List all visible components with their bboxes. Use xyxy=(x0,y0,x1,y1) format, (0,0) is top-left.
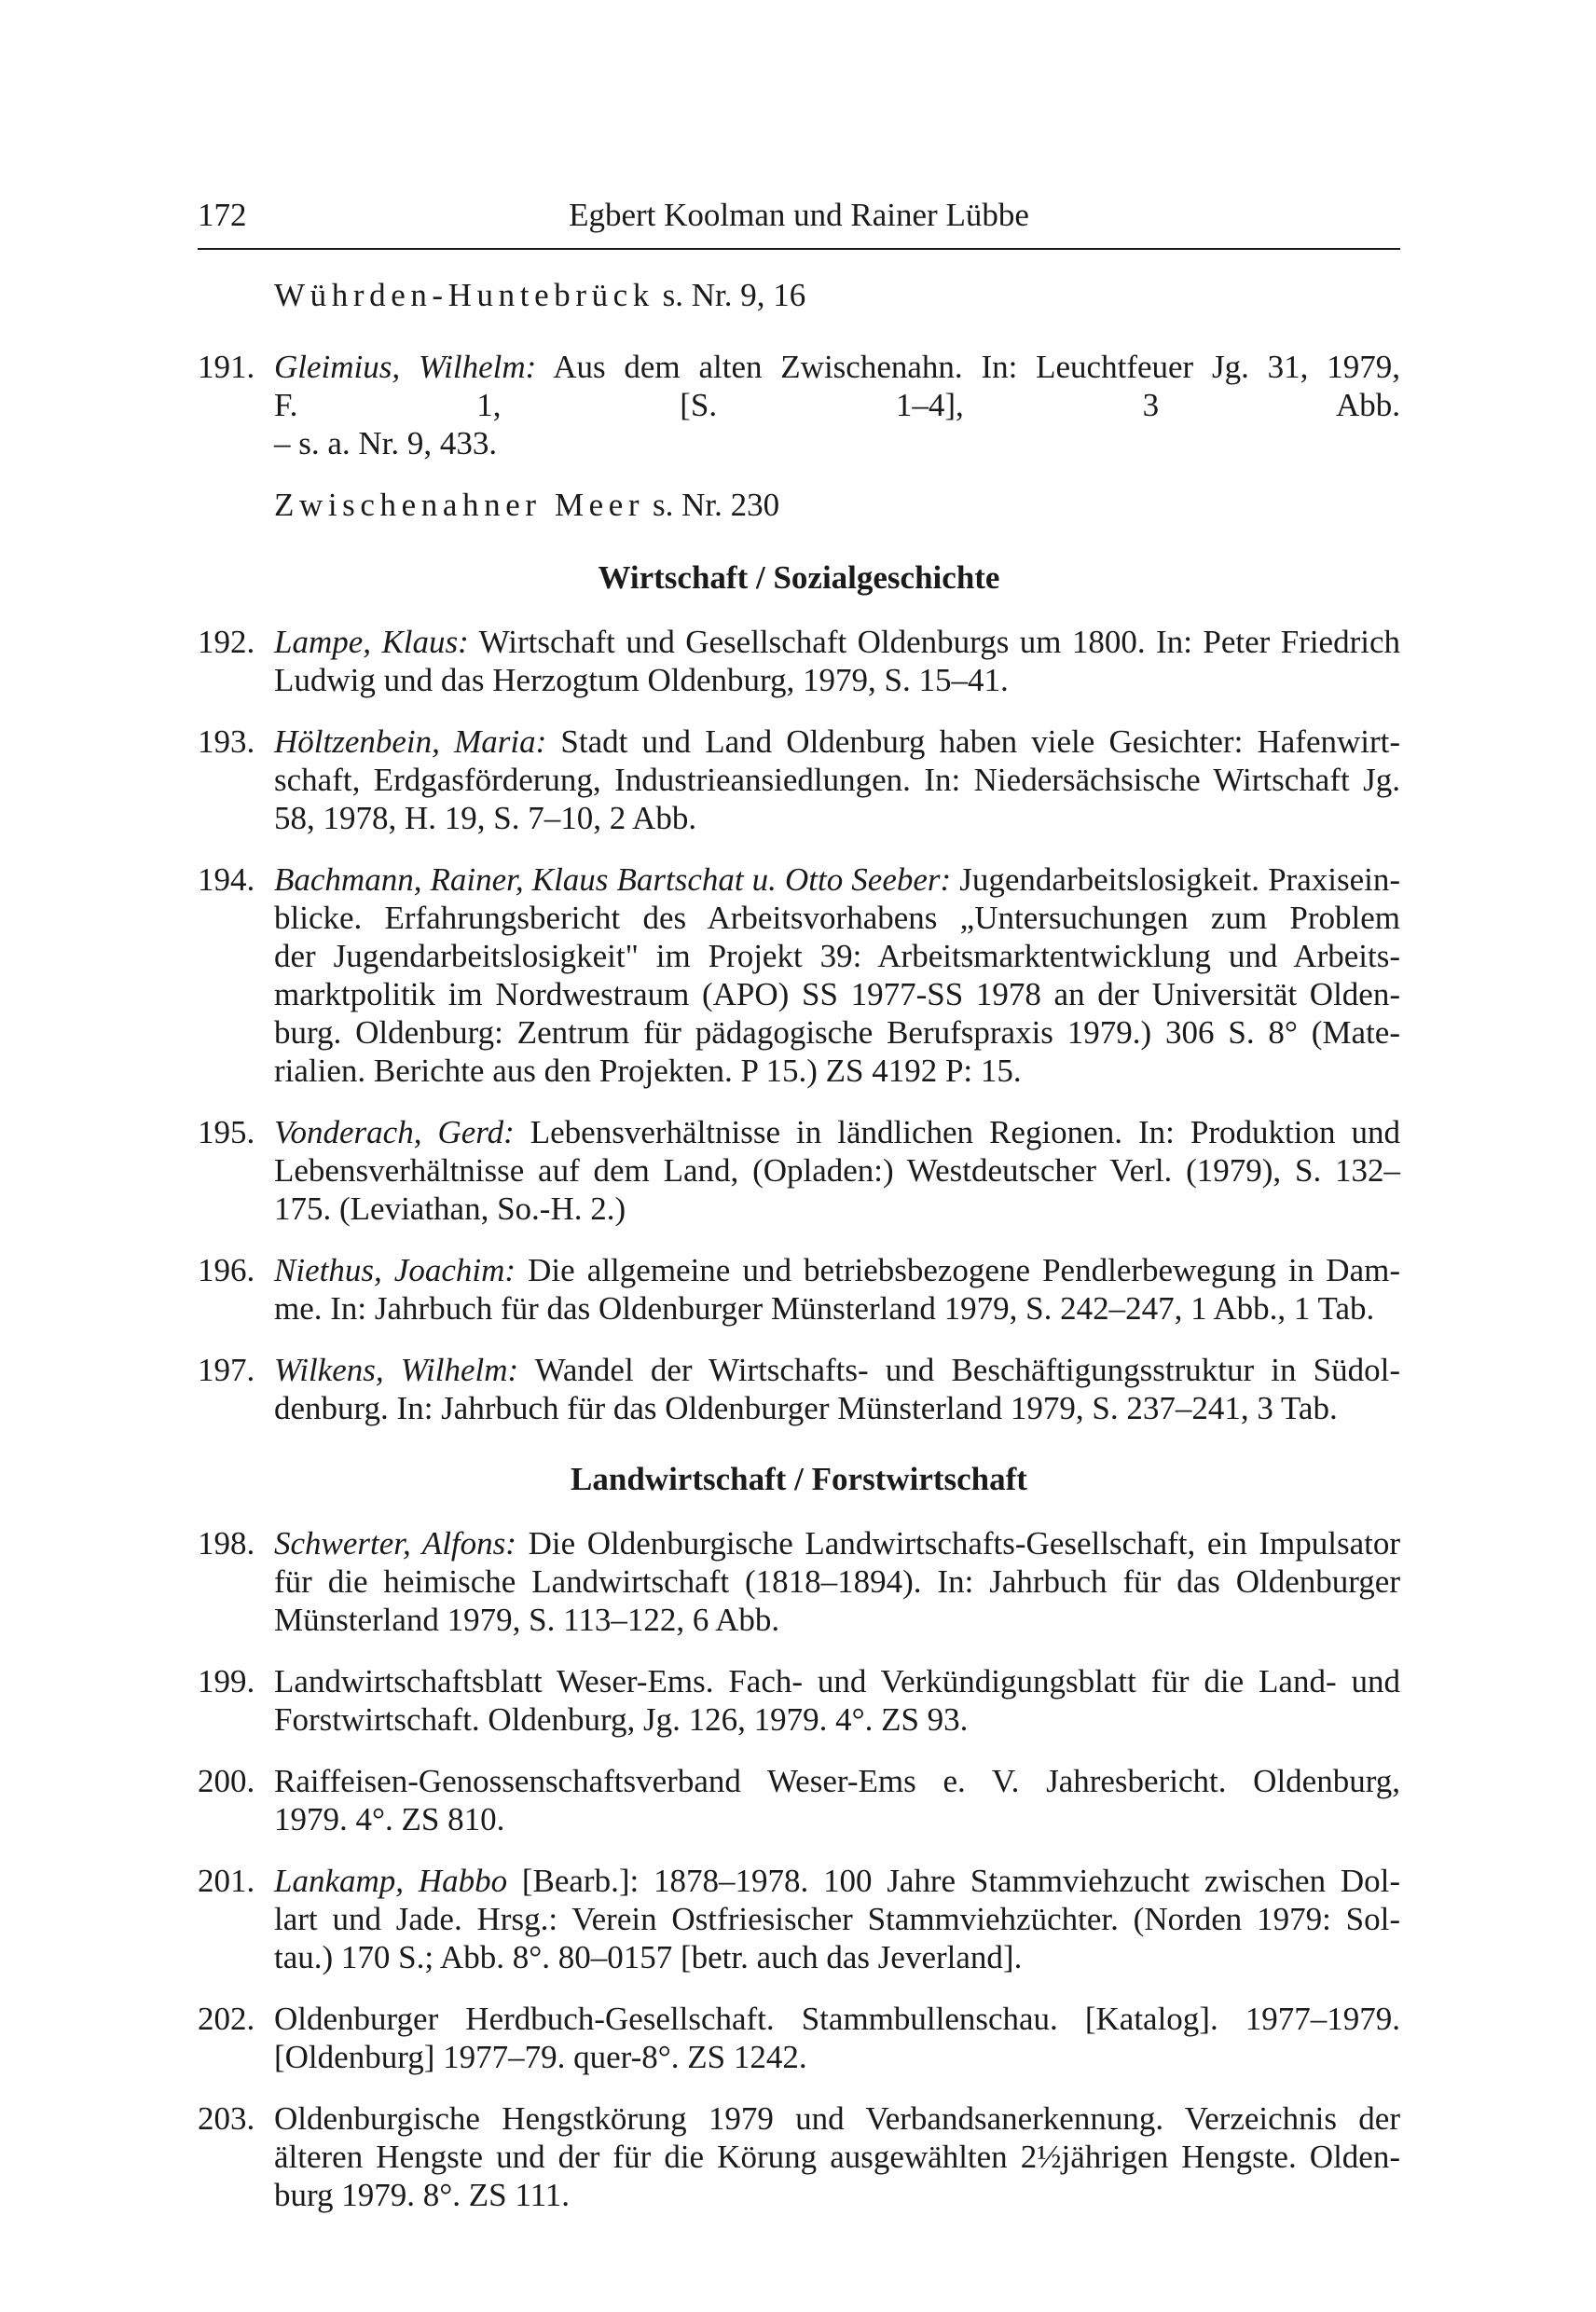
entry-text: Oldenburgische Hengstkörung 1979 und Verbandsanerkennung. Verzeichnis der xyxy=(274,2100,1400,2137)
entry-line xyxy=(274,386,1400,424)
entry-line xyxy=(274,1289,1400,1328)
entry-line xyxy=(274,2038,1400,2076)
bibliography-entry xyxy=(198,2099,1400,2214)
entry-text: Oldenburger Herdbuch-Gesellschaft. Stammbullenschau. [Katalog]. 1977–1979. xyxy=(274,2001,1400,2037)
entry-line xyxy=(274,1524,1400,1562)
entry-author: Vonderach, Gerd: xyxy=(274,1114,515,1150)
entry-line xyxy=(274,2000,1400,2038)
entry-text: Die Oldenburgische Landwirtschafts-Gesellschaft, ein Impulsator xyxy=(516,1525,1400,1562)
cross-reference xyxy=(274,276,1400,314)
bibliography-entry xyxy=(198,1113,1400,1228)
entry-text: Lebensverhältnisse auf dem Land, (Opladen:) Westdeutscher Verl. (1979), S. 132– xyxy=(274,1152,1400,1189)
entry-line xyxy=(274,937,1400,975)
bibliography-content xyxy=(198,276,1400,2237)
entry-line xyxy=(274,1351,1400,1389)
entry-line xyxy=(274,1662,1400,1700)
entry-line xyxy=(274,860,1400,899)
entry-line xyxy=(274,623,1400,661)
entry-line xyxy=(274,761,1400,799)
entry-text: rialien. Berichte aus den Projekten. P 15.) ZS 4192 P: 15. xyxy=(274,1053,1022,1089)
entry-text: burg. Oldenburg: Zentrum für pädagogische Berufspraxis 1979.) 306 S. 8° (Mate- xyxy=(274,1014,1400,1051)
entry-author: Schwerter, Alfons: xyxy=(274,1525,516,1562)
entry-number: 198. xyxy=(198,1525,255,1562)
entry-number: 193. xyxy=(198,723,255,760)
bibliography-entry xyxy=(198,2000,1400,2076)
entry-author: Höltzenbein, Maria: xyxy=(274,723,547,760)
cross-reference-target: s. Nr. 230 xyxy=(652,487,780,523)
bibliography-entry xyxy=(198,860,1400,1090)
entry-line xyxy=(274,1601,1400,1639)
entry-number: 199. xyxy=(198,1663,255,1700)
entry-text: Aus dem alten Zwischenahn. In: Leuchtfeuer Jg. 31, 1979, xyxy=(536,349,1400,385)
entry-text: [Bearb.]: 1878–1978. 100 Jahre Stammviehzucht zwischen Dol- xyxy=(507,1863,1400,1899)
entry-number: 191. xyxy=(198,349,255,385)
entry-text: me. In: Jahrbuch für das Oldenburger Münsterland 1979, S. 242–247, 1 Abb., 1 Tab. xyxy=(274,1290,1375,1327)
cross-reference-term: Wührden-Huntebrück xyxy=(274,277,654,313)
entry-number: 195. xyxy=(198,1114,255,1150)
entry-line xyxy=(274,1151,1400,1190)
entry-line xyxy=(274,799,1400,837)
entry-author: Bachmann, Rainer, Klaus Bartschat u. Otto Seeber: xyxy=(274,861,952,898)
running-title: Egbert Koolman und Rainer Lübbe xyxy=(569,197,1029,233)
entry-line xyxy=(274,1762,1400,1800)
bibliography-entry xyxy=(198,1862,1400,1976)
entry-line xyxy=(274,1052,1400,1090)
section-heading-wirtschaft: Wirtschaft / Sozialgeschichte xyxy=(598,559,1000,596)
entry-number: 202. xyxy=(198,2001,255,2037)
entry-text: der Jugendarbeitslosigkeit" im Projekt 39: Arbeitsmarktentwicklung und Arbeits- xyxy=(274,938,1400,974)
bibliography-entry xyxy=(198,1762,1400,1838)
entry-text: Lebensverhältnisse in ländlichen Regionen. In: Produktion und xyxy=(514,1114,1400,1150)
entry-text: 175. (Leviathan, So.-H. 2.) xyxy=(274,1190,626,1227)
entry-number: 201. xyxy=(198,1863,255,1899)
entry-text: blicke. Erfahrungsbericht des Arbeitsvorhabens „Untersuchungen zum Problem xyxy=(274,900,1400,936)
bibliography-entry xyxy=(198,1662,1400,1739)
entry-text: Jugendarbeitslosigkeit. Praxisein- xyxy=(951,861,1401,898)
entry-text: Stadt und Land Oldenburg haben viele Gesichter: Hafenwirt- xyxy=(546,723,1401,760)
entry-list-c xyxy=(198,1524,1400,2214)
entry-line xyxy=(274,975,1400,1013)
bibliography-entry xyxy=(198,1351,1400,1427)
entry-number: 197. xyxy=(198,1352,255,1388)
section-heading-landwirtschaft: Landwirtschaft / Forstwirtschaft xyxy=(571,1461,1027,1497)
bibliography-entry xyxy=(198,348,1400,462)
entry-line xyxy=(274,1113,1400,1151)
entry-line xyxy=(274,2099,1400,2138)
entry-line xyxy=(274,1900,1400,1938)
entry-text: Die allgemeine und betriebsbezogene Pendlerbewegung in Dam- xyxy=(516,1252,1400,1288)
entry-line xyxy=(274,1013,1400,1052)
entry-line xyxy=(274,2176,1400,2214)
bibliography-entry xyxy=(198,1524,1400,1639)
bibliography-entry xyxy=(198,623,1400,699)
entry-text: – s. a. Nr. 9, 433. xyxy=(274,425,498,461)
entry-line xyxy=(274,1938,1400,1976)
entry-text: F. 1, [S. 1–4], 3 Abb. xyxy=(274,387,1400,423)
entry-author: Lampe, Klaus: xyxy=(274,624,469,660)
entry-line xyxy=(274,1700,1400,1739)
entry-line xyxy=(274,348,1400,386)
entry-text: lart und Jade. Hrsg.: Verein Ostfriesischer Stammviehzüchter. (Norden 1979: Sol- xyxy=(274,1901,1400,1937)
cross-reference xyxy=(274,486,1400,524)
running-header xyxy=(198,192,1400,239)
entry-number: 196. xyxy=(198,1252,255,1288)
entry-text: Landwirtschaftsblatt Weser-Ems. Fach- und Verkündigungsblatt für die Land- und xyxy=(274,1663,1400,1700)
entry-line xyxy=(274,1800,1400,1838)
entry-text: denburg. In: Jahrbuch für das Oldenburger Münsterland 1979, S. 237–241, 3 Tab. xyxy=(274,1390,1338,1426)
entry-text: Wirtschaft und Gesellschaft Oldenburgs um 1800. In: Peter Friedrich xyxy=(468,624,1400,660)
entry-line xyxy=(274,722,1400,761)
entry-line xyxy=(274,2138,1400,2176)
bibliography-entry xyxy=(198,722,1400,837)
cross-reference-term: Zwischenahner Meer xyxy=(274,487,645,523)
entry-text: 1979. 4°. ZS 810. xyxy=(274,1801,505,1837)
cross-reference-target: s. Nr. 9, 16 xyxy=(662,277,806,313)
entry-number: 192. xyxy=(198,624,255,660)
entry-line xyxy=(274,1562,1400,1601)
entry-text: für die heimische Landwirtschaft (1818–1894). In: Jahrbuch für das Oldenburger xyxy=(274,1563,1400,1600)
entry-list-b xyxy=(198,623,1400,1427)
entry-author: Niethus, Joachim: xyxy=(274,1252,516,1288)
entry-text: burg 1979. 8°. ZS 111. xyxy=(274,2177,571,2213)
page-number: 172 xyxy=(198,197,247,233)
entry-text: marktpolitik im Nordwestraum (APO) SS 1977-SS 1978 an der Universität Olden- xyxy=(274,976,1400,1012)
entry-text: Wandel der Wirtschafts- und Beschäftigungsstruktur in Südol- xyxy=(518,1352,1400,1388)
entry-text: Raiffeisen-Genossenschaftsverband Weser-Ems e. V. Jahresbericht. Oldenburg, xyxy=(274,1763,1400,1799)
entry-line xyxy=(274,661,1400,699)
entry-text: Forstwirtschaft. Oldenburg, Jg. 126, 1979. 4°. ZS 93. xyxy=(274,1701,969,1738)
entry-number: 203. xyxy=(198,2100,255,2137)
entry-author: Lankamp, Habbo xyxy=(274,1863,508,1899)
entry-text: [Oldenburg] 1977–79. quer-8°. ZS 1242. xyxy=(274,2039,807,2075)
entry-text: 58, 1978, H. 19, S. 7–10, 2 Abb. xyxy=(274,800,697,836)
entry-list-a xyxy=(198,348,1400,462)
entry-line xyxy=(274,1190,1400,1228)
entry-text: schaft, Erdgasförderung, Industrieansiedlungen. In: Niedersächsische Wirtschaft Jg. xyxy=(274,762,1400,798)
bibliography-entry xyxy=(198,1251,1400,1328)
entry-text: Münsterland 1979, S. 113–122, 6 Abb. xyxy=(274,1602,780,1638)
entry-line xyxy=(274,899,1400,937)
entry-number: 194. xyxy=(198,861,255,898)
header-rule xyxy=(198,248,1400,250)
entry-text: Ludwig und das Herzogtum Oldenburg, 1979, S. 15–41. xyxy=(274,662,1009,698)
entry-text: tau.) 170 S.; Abb. 8°. 80–0157 [betr. auch das Jeverland]. xyxy=(274,1939,1023,1975)
entry-line xyxy=(274,424,1400,462)
entry-number: 200. xyxy=(198,1763,255,1799)
entry-text: älteren Hengste und der für die Körung ausgewählten 2½jährigen Hengste. Olden- xyxy=(274,2139,1400,2175)
entry-line xyxy=(274,1389,1400,1427)
entry-author: Wilkens, Wilhelm: xyxy=(274,1352,519,1388)
entry-line xyxy=(274,1251,1400,1289)
entry-line xyxy=(274,1862,1400,1900)
entry-author: Gleimius, Wilhelm: xyxy=(274,349,537,385)
